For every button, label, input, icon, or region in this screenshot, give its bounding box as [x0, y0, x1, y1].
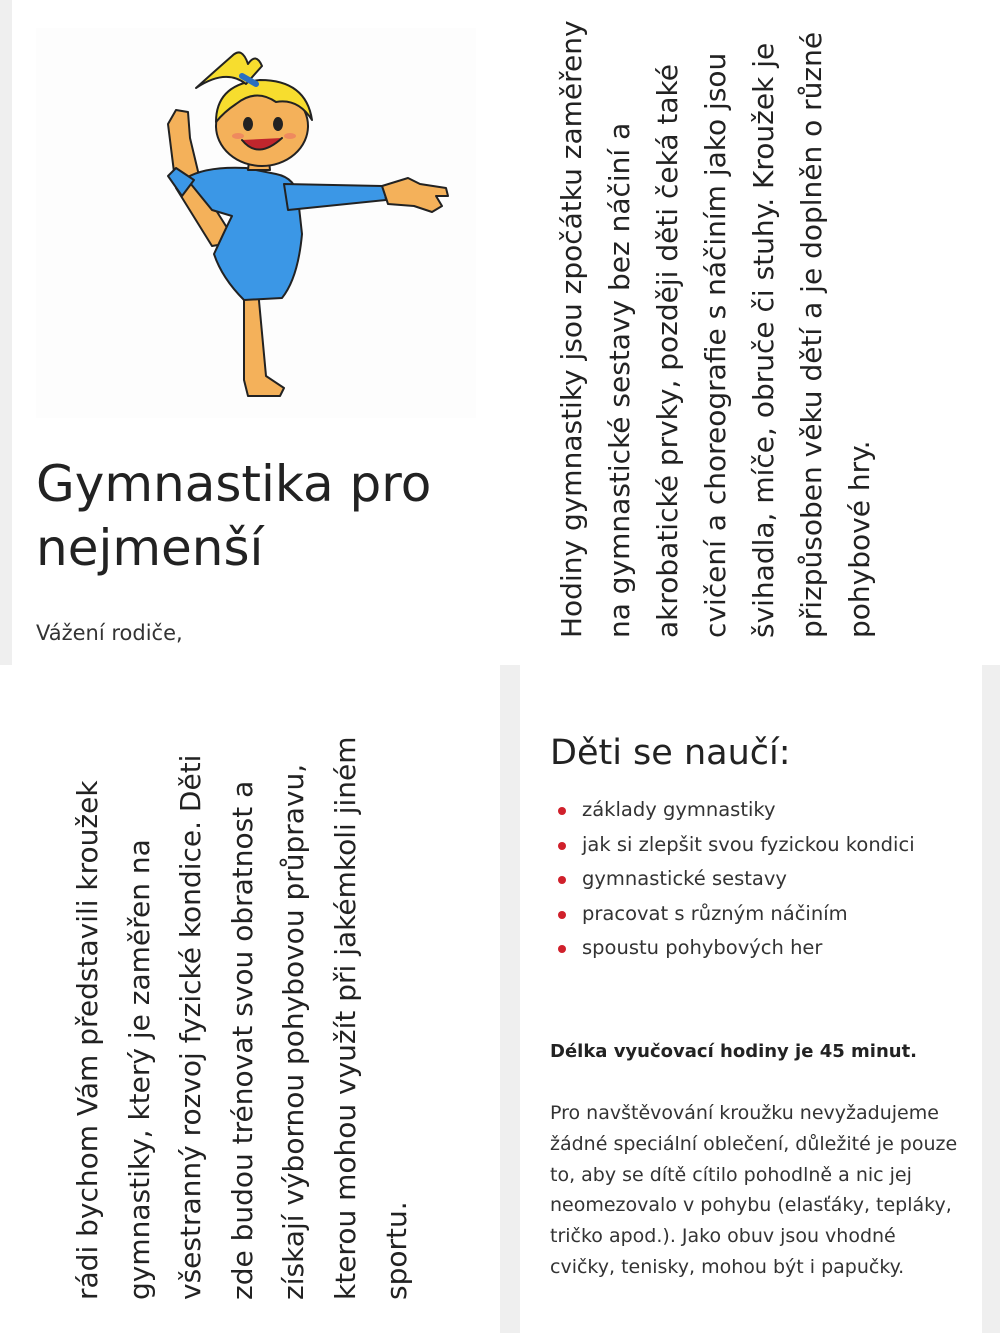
list-item: gymnastické sestavy: [556, 862, 915, 897]
intro-line: gymnastiky, který je zaměřen na: [122, 839, 156, 1300]
intro-line: zde budou trénovat svou obratnost a: [225, 780, 259, 1300]
intro-line: rádi bychom Vám představili kroužek: [71, 780, 104, 1300]
lessons-description: Hodiny gymnastiky jsou zpočátku zaměřeny na gymnastické sestavy bez náčiní a akrobatické prvky, později děti čeká také cvičení a choreografie s náčiním jako jsou švihadla, míče, obruče či stuhy. Kroužek je přizpůsoben věku dětí a je doplněn o různé pohybové hry.: [555, 20, 876, 638]
bullet-icon: [558, 842, 566, 850]
intro-paragraph: [62, 660, 423, 1300]
greeting-text: Vážení rodiče,: [36, 621, 183, 645]
bullet-icon: [558, 876, 566, 884]
page-title: Gymnastika pro nejmenší: [36, 455, 432, 577]
intro-line: všestranný rozvoj fyzické kondice. Děti: [174, 754, 207, 1300]
intro-line: kterou mohou využít při jakémkoli jiném: [328, 736, 362, 1300]
list-item: pracovat s různým náčiním: [556, 897, 915, 932]
learn-list: [556, 793, 915, 966]
list-item: základy gymnastiky: [556, 793, 915, 828]
bullet-icon: [558, 807, 566, 815]
list-item: jak si zlepšit svou fyzickou kondici: [556, 828, 915, 863]
gymnast-girl-illustration: [36, 28, 476, 418]
intro-line: sportu.: [380, 1201, 413, 1300]
bullet-icon: [558, 911, 566, 919]
clothing-info: Pro navštěvování kroužku nevyžadujeme žádné speciální oblečení, důležité je pouze to, aby se dítě cítilo pohodlně a nic jej neomezovalo v pohybu (elasťáky, tepláky, tričko apod.). Jako obuv jsou vhodné cvičky, tenisky, mohou být i papučky.: [550, 1102, 958, 1278]
intro-line: získají výbornou pohybovou průpravu,: [277, 763, 310, 1300]
bullet-icon: [558, 945, 566, 953]
lesson-duration: Délka vyučovací hodiny je 45 minut.: [550, 1041, 918, 1062]
learn-heading: Děti se naučí:: [550, 733, 791, 773]
list-item: spoustu pohybových her: [556, 931, 915, 966]
